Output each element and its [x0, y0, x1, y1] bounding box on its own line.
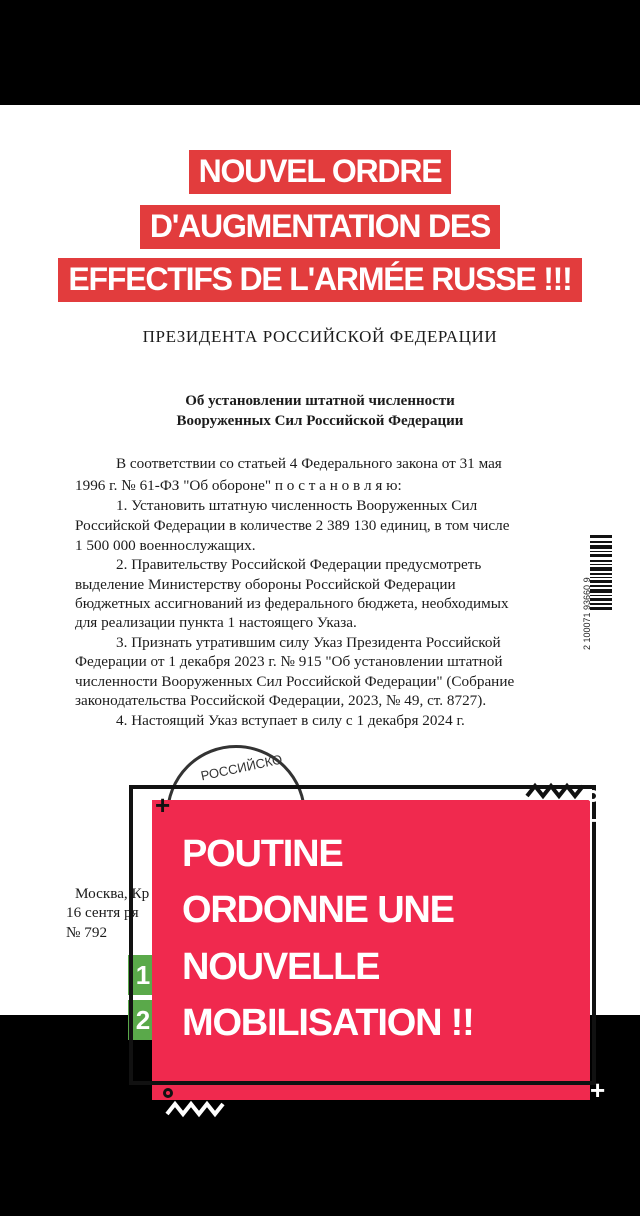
- overlay-line-1: POUTINE: [182, 833, 343, 875]
- green-tag-1: 1: [128, 955, 158, 995]
- body-line: Федерации от 1 декабря 2023 г. № 915 "Об установлении штатной: [75, 653, 503, 670]
- caption-line-2: D'AUGMENTATION DES: [0, 205, 640, 249]
- overlay-line-4: MOBILISATION !!: [182, 1002, 474, 1044]
- overlay-line-2: ORDONNE UNE: [182, 889, 454, 931]
- zigzag-decoration-top: [525, 780, 585, 802]
- body-line: 1. Установить штатную численность Вооруженных Сил: [116, 497, 478, 514]
- caption-line-1: NOUVEL ORDRE: [0, 150, 640, 194]
- zigzag-decoration-bottom: [165, 1098, 225, 1120]
- body-line: В соответствии со статьей 4 Федерального закона от 31 мая: [116, 455, 502, 472]
- body-line: 1996 г. № 61-ФЗ "Об обороне" п о с т а н о в л я ю:: [75, 477, 402, 494]
- body-line: 4. Настоящий Указ вступает в силу с 1 декабря 2024 г.: [116, 712, 465, 729]
- number-line: № 792: [66, 924, 108, 941]
- body-line: 1 500 000 военнослужащих.: [75, 537, 256, 554]
- body-line: бюджетных ассигнований из федерального бюджета, необходимых: [75, 595, 509, 612]
- circle-icon: [163, 1088, 173, 1098]
- plus-icon: +: [590, 1075, 606, 1105]
- body-line: для реализации пункта 1 настоящего Указа.: [75, 614, 357, 631]
- plus-icon: +: [155, 790, 171, 820]
- document-title-line-1: Об установлении штатной численности: [185, 393, 455, 409]
- circle-icon: [587, 790, 599, 802]
- body-line: Российской Федерации в количестве 2 389 130 единиц, в том числе: [75, 517, 510, 534]
- plus-icon: +: [590, 805, 606, 835]
- green-tag-2: 2: [128, 1000, 158, 1040]
- document-title-line-2: Вооруженных Сил Российской Федерации: [176, 413, 464, 429]
- body-line: 3. Признать утратившим силу Указ Президента Российской: [116, 634, 501, 651]
- place-line: Москва, Кр: [75, 885, 150, 902]
- body-line: выделение Министерству обороны Российской Федерации: [75, 576, 456, 593]
- caption-line-3: EFFECTIFS DE L'ARMÉE RUSSE !!!: [0, 258, 640, 302]
- seal-text: РОССИЙСКО: [199, 751, 284, 784]
- date-line: 16 сентя ря: [66, 904, 139, 921]
- body-line: численности Вооруженных Сил Российской Федерации" (Собрание: [75, 673, 515, 690]
- overlay-line-3: NOUVELLE: [182, 946, 380, 988]
- body-line: 2. Правительству Российской Федерации предусмотреть: [116, 556, 482, 573]
- document-header: ПРЕЗИДЕНТА РОССИЙСКОЙ ФЕДЕРАЦИИ: [142, 327, 498, 346]
- body-line: законодательства Российской Федерации, 2023, № 49, ст. 8727).: [75, 692, 487, 709]
- barcode-number: 2 100071 93660 9: [582, 577, 592, 650]
